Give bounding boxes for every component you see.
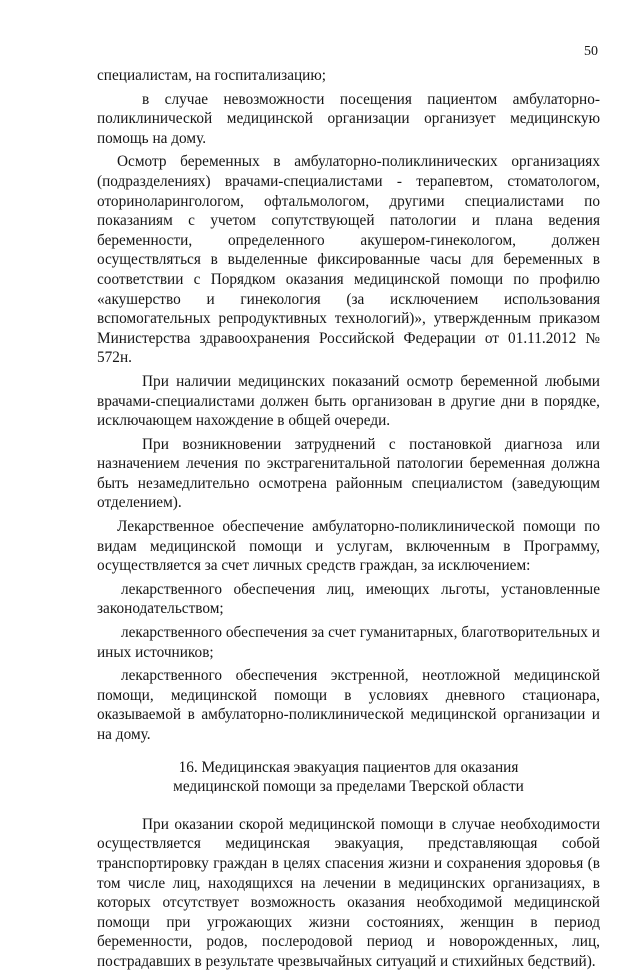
section-heading-line-2: медицинской помощи за пределами Тверской области <box>173 778 524 796</box>
document-body <box>97 66 600 976</box>
list-item-benefits: лекарственного обеспечения лиц, имеющих льготы, установленные законодательством; <box>97 580 600 618</box>
paragraph-pregnant-examination: Осмотр беременных в амбулаторно-поликлинических организациях (подразделениях) врачами-специалистами - терапевтом, стоматологом, оториноларингологом, офтальмологом, другими специалистами по показаниям с учетом сопутствующей патологии и плана ведения беременности, определенного акушером-гинекологом, должен осуществляться в выделенные фиксированные часы для беременных в соответствии с Порядком оказания медицинской помощи по профилю «акушерство и гинекология (за исключением использования вспомогательных репродуктивных технологий)», утвержденным приказом Министерства здравоохранения Российской Федерации от 01.11.2012 № 572н. <box>97 153 600 367</box>
section-heading-line-1: 16. Медицинская эвакуация пациентов для оказания <box>178 758 519 776</box>
section-heading <box>97 758 600 797</box>
paragraph-home-care: в случае невозможности посещения пациентом амбулаторно-поликлинической медицинской организации организует медицинскую помощь на дому. <box>97 90 600 147</box>
paragraph-medical-evacuation: При оказании скорой медицинской помощи в случае необходимости осуществляется медицинская эвакуация, представляющая собой транспортировку граждан в целях спасения жизни и сохранения здоровья (в том числе лиц, находящихся на лечении в медицинских организациях, в которых отсутствует возможность оказания необходимой медицинской помощи при угрожающих жизни состояниях, женщин в период беременности, родов, послеродовой период и новорожденных, лиц, пострадавших в результате чрезвычайных ситуаций и стихийных бедствий). <box>97 815 600 970</box>
paragraph-continuation: специалистам, на госпитализацию; <box>97 67 327 84</box>
page-number: 50 <box>584 44 598 59</box>
list-item-emergency: лекарственного обеспечения экстренной, неотложной медицинской помощи, медицинской помощи в условиях дневного стационара, оказываемой в амбулаторно-поликлинической медицинской организации и на дому. <box>97 667 600 743</box>
paragraph-drug-provision: Лекарственное обеспечение амбулаторно-поликлинической помощи по видам медицинской помощи и услугам, включенным в Программу, осуществляется за счет личных средств граждан, за исключением: <box>97 518 600 575</box>
list-item-humanitarian: лекарственного обеспечения за счет гуманитарных, благотворительных и иных источников; <box>97 624 600 661</box>
paragraph-medical-indications: При наличии медицинских показаний осмотр беременной любыми врачами-специалистами должен быть организован в другие дни в порядке, исключающем нахождение в общей очереди. <box>97 372 600 430</box>
paragraph-diagnosis-difficulties: При возникновении затруднений с постановкой диагноза или назначением лечения по экстрагенитальной патологии беременная должна быть незамедлительно осмотрена районным специалистом (заведующим отделением). <box>97 435 600 512</box>
